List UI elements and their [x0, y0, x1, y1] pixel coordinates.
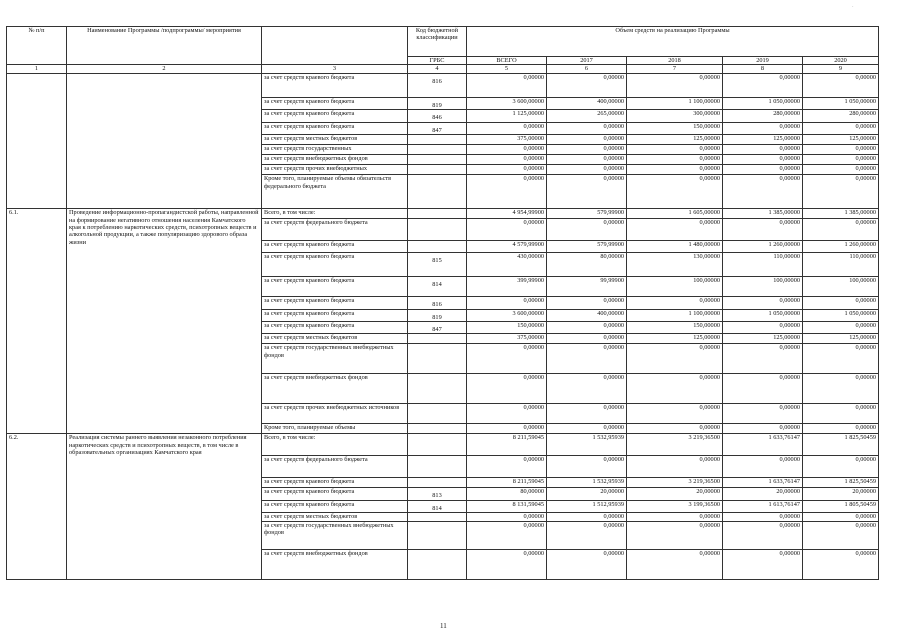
- amount-cell: 0,00000: [627, 297, 723, 309]
- colnum: 4: [408, 65, 467, 73]
- amount-cell: 0,00000: [467, 549, 547, 579]
- grbs-code-cell: [408, 175, 467, 209]
- grbs-code-cell: [408, 344, 467, 374]
- amount-cell: 280,00000: [803, 110, 879, 122]
- funding-source: за счет средств внебюджетных фондов: [262, 374, 408, 404]
- amount-cell: 0,00000: [803, 456, 879, 478]
- amount-cell: 0,00000: [723, 155, 803, 165]
- amount-cell: 0,00000: [723, 344, 803, 374]
- grbs-code-cell: [408, 513, 467, 521]
- colnum: 5: [467, 65, 547, 73]
- amount-cell: 399,99900: [467, 277, 547, 297]
- funding-source: Всего, в том числе:: [262, 209, 408, 219]
- amount-cell: 0,00000: [803, 344, 879, 374]
- funding-source: за счет средств прочих внебюджетных источников: [262, 404, 408, 424]
- amount-cell: 400,00000: [547, 97, 627, 109]
- amount-cell: 125,00000: [627, 334, 723, 344]
- amount-cell: 0,00000: [803, 424, 879, 434]
- amount-cell: 20,00000: [723, 488, 803, 500]
- amount-cell: 0,00000: [547, 549, 627, 579]
- section-number: 6.2.: [7, 434, 67, 579]
- colnum: 6: [547, 65, 627, 73]
- amount-cell: 0,00000: [467, 219, 547, 241]
- funding-source: за счет средств прочих внебюджетных: [262, 165, 408, 175]
- colnum: 8: [723, 65, 803, 73]
- amount-cell: 20,00000: [627, 488, 723, 500]
- amount-cell: 1 050,00000: [723, 97, 803, 109]
- amount-cell: 0,00000: [627, 145, 723, 155]
- grbs-code-cell: [408, 241, 467, 253]
- funding-source: за счет средств краевого бюджета: [262, 241, 408, 253]
- amount-cell: 0,00000: [547, 404, 627, 424]
- section-name: Проведение информационно-пропагандистской работы, направленной на формирование негативного отношения населения Камчатского края к потреблению наркотических средств, психотропных веществ и алкогольной продукции, а также популяризацию здорового образа жизни: [67, 209, 262, 434]
- amount-cell: 0,00000: [627, 165, 723, 175]
- amount-cell: 265,00000: [547, 110, 627, 122]
- amount-cell: 0,00000: [467, 456, 547, 478]
- header-2017: 2017: [547, 57, 627, 65]
- page-number: 11: [440, 622, 447, 630]
- amount-cell: 0,00000: [803, 145, 879, 155]
- amount-cell: 1 613,76147: [723, 500, 803, 512]
- scan-mark: ·: [852, 5, 854, 10]
- grbs-code-cell: [408, 97, 467, 109]
- amount-cell: 0,00000: [547, 135, 627, 145]
- amount-cell: 0,00000: [467, 145, 547, 155]
- table-row: [7, 209, 879, 219]
- amount-cell: 4 954,99900: [467, 209, 547, 219]
- amount-cell: 150,00000: [467, 321, 547, 333]
- funding-source: за счет средств государственных внебюджетных фондов: [262, 344, 408, 374]
- amount-cell: 430,00000: [467, 253, 547, 277]
- funding-source: за счет средств внебюджетных фондов: [262, 549, 408, 579]
- header-volume: Объем средств на реализацию Программы: [467, 27, 879, 57]
- amount-cell: 0,00000: [627, 456, 723, 478]
- grbs-code-cell: [408, 521, 467, 549]
- amount-cell: 0,00000: [723, 404, 803, 424]
- amount-cell: 1 805,50459: [803, 500, 879, 512]
- amount-cell: 1 385,00000: [803, 209, 879, 219]
- amount-cell: 0,00000: [627, 513, 723, 521]
- amount-cell: 110,00000: [803, 253, 879, 277]
- amount-cell: 0,00000: [547, 175, 627, 209]
- amount-cell: 0,00000: [803, 155, 879, 165]
- funding-source: за счет средств краевого бюджета: [262, 321, 408, 333]
- header-row: [7, 27, 879, 57]
- grbs-code-cell: [408, 122, 467, 134]
- grbs-code-cell: [408, 145, 467, 155]
- grbs-code: 819: [432, 101, 442, 109]
- amount-cell: 0,00000: [547, 334, 627, 344]
- colnum: 7: [627, 65, 723, 73]
- grbs-code: 815: [432, 257, 442, 265]
- grbs-code: 819: [432, 313, 442, 321]
- amount-cell: 100,00000: [803, 277, 879, 297]
- grbs-code-cell: [408, 135, 467, 145]
- grbs-code-cell: [408, 110, 467, 122]
- amount-cell: 0,00000: [547, 513, 627, 521]
- amount-cell: 3 219,36500: [627, 478, 723, 488]
- amount-cell: 99,99900: [547, 277, 627, 297]
- funding-source: за счет средств краевого бюджета: [262, 110, 408, 122]
- funding-source: за счет средств краевого бюджета: [262, 122, 408, 134]
- amount-cell: 0,00000: [723, 73, 803, 97]
- grbs-code-cell: [408, 424, 467, 434]
- grbs-code-cell: [408, 456, 467, 478]
- amount-cell: 0,00000: [467, 404, 547, 424]
- amount-cell: 20,00000: [803, 488, 879, 500]
- amount-cell: 400,00000: [547, 309, 627, 321]
- amount-cell: 1 512,95939: [547, 500, 627, 512]
- header-blank: [262, 27, 408, 65]
- grbs-code-cell: [408, 478, 467, 488]
- amount-cell: 1 633,76147: [723, 478, 803, 488]
- amount-cell: 0,00000: [723, 122, 803, 134]
- amount-cell: 125,00000: [803, 135, 879, 145]
- amount-cell: 0,00000: [467, 122, 547, 134]
- amount-cell: 0,00000: [803, 521, 879, 549]
- grbs-code-cell: [408, 253, 467, 277]
- amount-cell: 0,00000: [803, 374, 879, 404]
- amount-cell: 0,00000: [723, 513, 803, 521]
- grbs-code-cell: [408, 155, 467, 165]
- amount-cell: 0,00000: [627, 219, 723, 241]
- amount-cell: 579,99900: [547, 209, 627, 219]
- funding-source: за счет средств местных бюджетов: [262, 135, 408, 145]
- amount-cell: 0,00000: [467, 175, 547, 209]
- grbs-code-cell: [408, 404, 467, 424]
- amount-cell: 0,00000: [627, 374, 723, 404]
- amount-cell: 80,00000: [467, 488, 547, 500]
- amount-cell: 0,00000: [547, 165, 627, 175]
- amount-cell: 0,00000: [723, 175, 803, 209]
- amount-cell: 1 825,50459: [803, 434, 879, 456]
- header-code: Код бюджетной классификации: [408, 27, 467, 57]
- amount-cell: 1 100,00000: [627, 97, 723, 109]
- amount-cell: 0,00000: [547, 219, 627, 241]
- funding-source: Кроме того, планируемые объемы: [262, 424, 408, 434]
- grbs-code-cell: [408, 219, 467, 241]
- amount-cell: 1 532,95939: [547, 478, 627, 488]
- header-n: № п/п: [7, 27, 67, 65]
- grbs-code-cell: [408, 73, 467, 97]
- amount-cell: 8 131,59045: [467, 500, 547, 512]
- amount-cell: 0,00000: [723, 297, 803, 309]
- amount-cell: 0,00000: [803, 321, 879, 333]
- header-2018: 2018: [627, 57, 723, 65]
- amount-cell: 0,00000: [547, 521, 627, 549]
- amount-cell: 1 260,00000: [803, 241, 879, 253]
- grbs-code-cell: [408, 488, 467, 500]
- colnum: 9: [803, 65, 879, 73]
- amount-cell: 3 199,36500: [627, 500, 723, 512]
- funding-source: за счет средств краевого бюджета: [262, 309, 408, 321]
- amount-cell: 0,00000: [723, 321, 803, 333]
- funding-source: Кроме того, планируемые объемы обязательств федерального бюджета: [262, 175, 408, 209]
- amount-cell: 0,00000: [547, 297, 627, 309]
- funding-source: за счет средств государственных: [262, 145, 408, 155]
- grbs-code-cell: [408, 309, 467, 321]
- funding-source: за счет средств краевого бюджета: [262, 73, 408, 97]
- funding-source: за счет средств федерального бюджета: [262, 219, 408, 241]
- section-number: [7, 73, 67, 208]
- grbs-code: 816: [432, 77, 442, 85]
- amount-cell: 0,00000: [547, 155, 627, 165]
- amount-cell: 1 480,00000: [627, 241, 723, 253]
- budget-table: [6, 26, 879, 580]
- grbs-code-cell: [408, 500, 467, 512]
- grbs-code-cell: [408, 321, 467, 333]
- amount-cell: 0,00000: [723, 145, 803, 155]
- amount-cell: 0,00000: [627, 175, 723, 209]
- amount-cell: 1 605,00000: [627, 209, 723, 219]
- amount-cell: 0,00000: [467, 73, 547, 97]
- amount-cell: 125,00000: [803, 334, 879, 344]
- amount-cell: 0,00000: [467, 424, 547, 434]
- amount-cell: 8 211,59045: [467, 434, 547, 456]
- amount-cell: 0,00000: [803, 122, 879, 134]
- grbs-code-cell: [408, 549, 467, 579]
- grbs-code: 847: [432, 325, 442, 333]
- amount-cell: 3 219,36500: [627, 434, 723, 456]
- funding-source: за счет средств краевого бюджета: [262, 253, 408, 277]
- amount-cell: 1 100,00000: [627, 309, 723, 321]
- amount-cell: 0,00000: [803, 404, 879, 424]
- amount-cell: 130,00000: [627, 253, 723, 277]
- amount-cell: 3 600,00000: [467, 309, 547, 321]
- grbs-code: 814: [432, 504, 442, 512]
- funding-source: за счет средств внебюджетных фондов: [262, 155, 408, 165]
- funding-source: за счет средств краевого бюджета: [262, 500, 408, 512]
- table-row: [7, 434, 879, 456]
- amount-cell: 375,00000: [467, 135, 547, 145]
- amount-cell: 8 211,59045: [467, 478, 547, 488]
- header-2020: 2020: [803, 57, 879, 65]
- amount-cell: 0,00000: [547, 321, 627, 333]
- amount-cell: 125,00000: [723, 334, 803, 344]
- header-grbs: ГРБС: [408, 57, 467, 65]
- grbs-code-cell: [408, 374, 467, 404]
- amount-cell: 0,00000: [723, 219, 803, 241]
- funding-source: за счет средств местных бюджетов: [262, 513, 408, 521]
- amount-cell: 0,00000: [803, 513, 879, 521]
- colnum: 1: [7, 65, 67, 73]
- amount-cell: 1 050,00000: [803, 97, 879, 109]
- funding-source: за счет средств краевого бюджета: [262, 297, 408, 309]
- grbs-code-cell: [408, 434, 467, 456]
- amount-cell: 0,00000: [627, 521, 723, 549]
- amount-cell: 0,00000: [803, 73, 879, 97]
- amount-cell: 125,00000: [627, 135, 723, 145]
- grbs-code-cell: [408, 334, 467, 344]
- funding-source: Всего, в том числе:: [262, 434, 408, 456]
- funding-source: за счет средств краевого бюджета: [262, 478, 408, 488]
- amount-cell: 0,00000: [547, 73, 627, 97]
- amount-cell: 1 050,00000: [723, 309, 803, 321]
- amount-cell: 0,00000: [467, 165, 547, 175]
- funding-source: за счет средств государственных внебюджетных фондов: [262, 521, 408, 549]
- section-name: [67, 73, 262, 208]
- amount-cell: 0,00000: [723, 549, 803, 579]
- grbs-code: 814: [432, 281, 442, 289]
- amount-cell: 0,00000: [803, 165, 879, 175]
- grbs-code: 813: [432, 492, 442, 500]
- header-name: Наименование Программы /подпрограммы/ мероприятия: [67, 27, 262, 65]
- amount-cell: 110,00000: [723, 253, 803, 277]
- amount-cell: 0,00000: [547, 424, 627, 434]
- amount-cell: 280,00000: [723, 110, 803, 122]
- grbs-code: 846: [432, 114, 442, 122]
- amount-cell: 100,00000: [627, 277, 723, 297]
- amount-cell: 0,00000: [627, 549, 723, 579]
- amount-cell: 150,00000: [627, 122, 723, 134]
- grbs-code-cell: [408, 165, 467, 175]
- amount-cell: 0,00000: [547, 122, 627, 134]
- section-name: Реализация системы раннего выявления незаконного потребления наркотических средств и психотропных веществ, в том числе в образовательных организациях Камчатского края: [67, 434, 262, 579]
- header-2019: 2019: [723, 57, 803, 65]
- amount-cell: 100,00000: [723, 277, 803, 297]
- grbs-code-cell: [408, 209, 467, 219]
- amount-cell: 0,00000: [723, 374, 803, 404]
- grbs-code-cell: [408, 277, 467, 297]
- amount-cell: 0,00000: [627, 424, 723, 434]
- amount-cell: 1 532,95939: [547, 434, 627, 456]
- amount-cell: 0,00000: [803, 175, 879, 209]
- funding-source: за счет средств краевого бюджета: [262, 97, 408, 109]
- table-row: [7, 73, 879, 97]
- funding-source: за счет средств краевого бюджета: [262, 277, 408, 297]
- amount-cell: 1 260,00000: [723, 241, 803, 253]
- amount-cell: 0,00000: [803, 549, 879, 579]
- amount-cell: 300,00000: [627, 110, 723, 122]
- colnum: 3: [262, 65, 408, 73]
- amount-cell: 4 579,99900: [467, 241, 547, 253]
- amount-cell: 0,00000: [547, 456, 627, 478]
- grbs-code: 816: [432, 301, 442, 309]
- funding-source: за счет средств федерального бюджета: [262, 456, 408, 478]
- amount-cell: 0,00000: [627, 344, 723, 374]
- amount-cell: 80,00000: [547, 253, 627, 277]
- funding-source: за счет средств местных бюджетов: [262, 334, 408, 344]
- amount-cell: 1 125,00000: [467, 110, 547, 122]
- funding-source: за счет средств краевого бюджета: [262, 488, 408, 500]
- amount-cell: 0,00000: [803, 219, 879, 241]
- amount-cell: 0,00000: [723, 424, 803, 434]
- grbs-code-cell: [408, 297, 467, 309]
- amount-cell: 0,00000: [467, 521, 547, 549]
- amount-cell: 0,00000: [723, 165, 803, 175]
- amount-cell: 0,00000: [627, 404, 723, 424]
- amount-cell: 150,00000: [627, 321, 723, 333]
- colnum: 2: [67, 65, 262, 73]
- amount-cell: 1 633,76147: [723, 434, 803, 456]
- amount-cell: 3 600,00000: [467, 97, 547, 109]
- amount-cell: 0,00000: [803, 297, 879, 309]
- section-number: 6.1.: [7, 209, 67, 434]
- amount-cell: 0,00000: [723, 456, 803, 478]
- amount-cell: 0,00000: [467, 155, 547, 165]
- amount-cell: 0,00000: [627, 155, 723, 165]
- amount-cell: 0,00000: [467, 344, 547, 374]
- amount-cell: 0,00000: [547, 344, 627, 374]
- column-number-row: [7, 65, 879, 73]
- amount-cell: 579,99900: [547, 241, 627, 253]
- amount-cell: 1 385,00000: [723, 209, 803, 219]
- amount-cell: 1 825,50459: [803, 478, 879, 488]
- amount-cell: 0,00000: [467, 297, 547, 309]
- amount-cell: 375,00000: [467, 334, 547, 344]
- amount-cell: 0,00000: [467, 513, 547, 521]
- amount-cell: 0,00000: [467, 374, 547, 404]
- amount-cell: 0,00000: [627, 73, 723, 97]
- amount-cell: 0,00000: [547, 145, 627, 155]
- header-total: ВСЕГО: [467, 57, 547, 65]
- grbs-code: 847: [432, 126, 442, 134]
- amount-cell: 20,00000: [547, 488, 627, 500]
- amount-cell: 1 050,00000: [803, 309, 879, 321]
- amount-cell: 125,00000: [723, 135, 803, 145]
- amount-cell: 0,00000: [723, 521, 803, 549]
- amount-cell: 0,00000: [547, 374, 627, 404]
